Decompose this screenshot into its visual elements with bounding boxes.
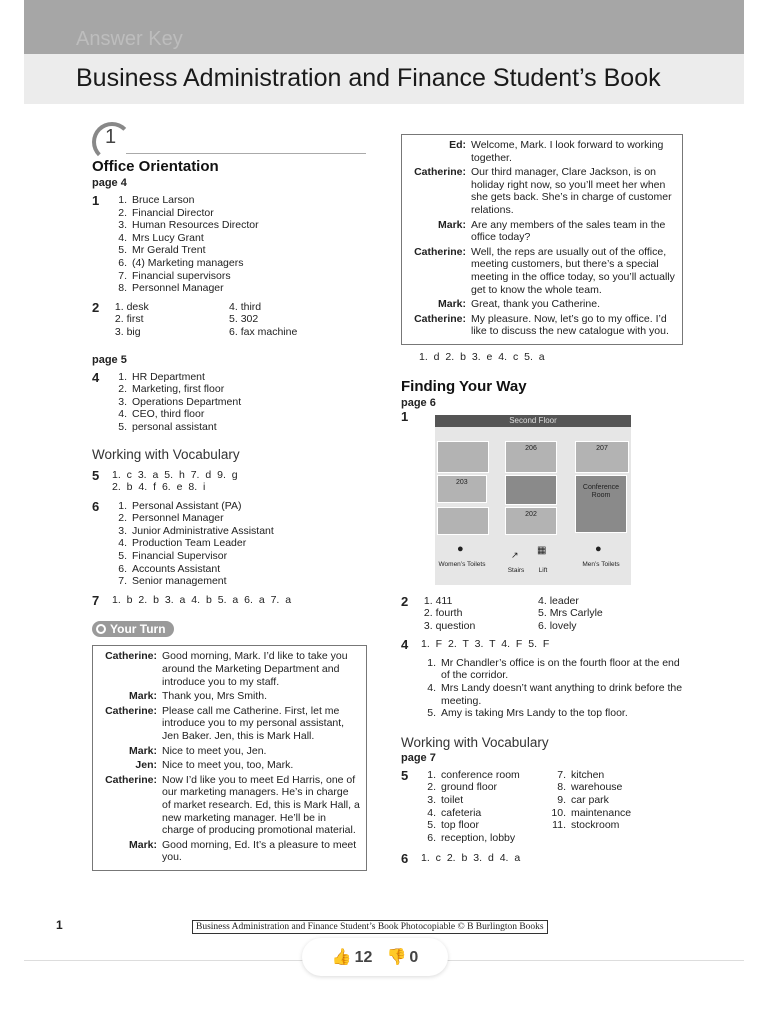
stairs-label: Stairs xyxy=(507,566,525,574)
conference-room: Conference Room xyxy=(575,475,627,533)
floor-plan-header: Second Floor xyxy=(435,415,631,427)
list-item: 7. Senior management xyxy=(118,575,227,588)
exercise-7: 7 1. b 2. b 3. a 4. b 5. a 6. a 7. a xyxy=(92,592,292,608)
footer-copyright: Business Administration and Finance Student’s Book Photocopiable © B Burlington Books xyxy=(192,920,548,934)
list-item: 7. Financial supervisors xyxy=(118,269,231,282)
room-block xyxy=(505,475,557,505)
mens-toilets-label: Men’s Toilets xyxy=(582,560,620,568)
unit-title: Office Orientation xyxy=(92,158,219,175)
exercise-1: 1 1. Bruce Larson 2. Financial Director 3. Human Resources Director 4. Mrs Lucy Grant 5. Mr Gerald Trent 6. (4) Marketing managers 7. Financial supervisors 8. Personnel Manager xyxy=(92,194,367,295)
list-item: 2. Financial Director xyxy=(118,206,214,219)
room-202: 202 xyxy=(505,507,557,535)
lift-icon: ▦ xyxy=(537,544,547,556)
list-item: 6. Accounts Assistant xyxy=(118,562,221,575)
list-item: 3. Junior Administrative Assistant xyxy=(118,524,274,537)
list-item: 5. Mr Gerald Trent xyxy=(118,244,206,257)
list-item: 6. reception, lobby xyxy=(427,831,516,844)
room-203: 203 xyxy=(437,475,487,503)
thumbs-up-icon: 👍 xyxy=(331,949,352,966)
list-item: 7. kitchen xyxy=(557,768,605,781)
room-block xyxy=(437,441,489,473)
womens-toilets-label: Women’s Toilets xyxy=(438,560,486,568)
dialog-line: Mark: Are any members of the sales team in the office today? xyxy=(437,218,666,244)
list-item: 4. Mrs Lucy Grant xyxy=(118,231,204,244)
dialog-box-left xyxy=(92,645,367,871)
list-item: 4. Mrs Landy doesn’t want anything to drink before the meeting. xyxy=(427,682,683,707)
document-title: Business Administration and Finance Student’s Book xyxy=(76,64,661,92)
exercise-4-right: 4 1. F 2. T 3. T 4. F 5. F 1. Mr Chandler’s office is on the fourth floor at the end of the corridor. 4. Mrs Landy doesn’t want anything to drink before the meeting. 5. Amy is taking Mrs Landy to the top floor. xyxy=(401,637,683,720)
downvote-count: 0 xyxy=(409,949,419,966)
dialog-line: Mark: Great, thank you Catherine. xyxy=(437,298,600,311)
section-title: Finding Your Way xyxy=(401,377,527,395)
list-item: 3. toilet xyxy=(427,794,464,807)
dialog-line: Catherine: Our third manager, Clare Jackson, is on holiday right now, so you’ll meet her when she gets back. She’s in charge of customer relations. xyxy=(414,166,672,216)
exercise-2: 2 1. desk 4. third 2. first 5. 302 3. big 6. fax machine xyxy=(92,299,298,338)
room-block xyxy=(437,507,489,535)
page-ref: page 6 xyxy=(401,396,436,409)
list-item: 4. Production Team Leader xyxy=(118,537,247,550)
list-item: 8. warehouse xyxy=(557,781,623,794)
exercise-5: 5 1. c 3. a 5. h 7. d 9. g 2. b 4. f 6. e 8. i xyxy=(92,467,238,494)
exercise-6-right: 6 1. c 2. b 3. d 4. a xyxy=(401,851,521,867)
dialog-line: Jen: Nice to meet you, too, Mark. xyxy=(135,759,294,772)
dialog-line: Catherine: My pleasure. Now, let’s go to my office. I’d like to discuss the new catalogue with you. xyxy=(414,312,669,338)
dialog-box-right xyxy=(401,134,683,345)
dialog-line: Mark: Nice to meet you, Jen. xyxy=(128,744,267,757)
list-item: 10. maintenance xyxy=(551,806,632,819)
dialog-answers: 1. d 2. b 3. e 4. c 5. a xyxy=(419,350,545,363)
list-item: 4. cafeteria xyxy=(427,806,482,819)
list-item: 1. conference room xyxy=(427,768,520,781)
vote-bar xyxy=(302,938,448,976)
left-column xyxy=(92,122,367,871)
list-item: 8. Personnel Manager xyxy=(118,282,224,295)
vocab-title: Working with Vocabulary xyxy=(92,446,240,462)
list-item: 4. CEO, third floor xyxy=(118,408,205,421)
list-item: 1. Mr Chandler’s office is on the fourth floor at the end of the corridor. xyxy=(427,656,680,682)
dialog-line: Catherine: Good morning, Mark. I’d like to take you around the Marketing Department and introduce you to my staff. xyxy=(105,650,348,688)
man-icon: ● xyxy=(595,542,602,555)
list-item: 2. ground floor xyxy=(427,781,498,794)
room-206: 206 xyxy=(505,441,557,473)
list-item: 1. Bruce Larson xyxy=(118,194,195,206)
footer-page-number: 1 xyxy=(56,918,63,932)
list-item: 3. Operations Department xyxy=(118,395,242,408)
exercise-5-right: 5 1. conference room 2. ground floor 3. toilet 4. cafeteria 5. top floor 6. reception, lobby 7. kitchen 8. warehouse 9. car park 10. maintenance 11. stockroom xyxy=(401,769,683,845)
unit-rule xyxy=(126,153,366,154)
woman-icon: ● xyxy=(457,542,464,555)
dialog-line: Catherine: Well, the reps are usually out of the office, meeting customers, but there’s a special meeting in the office today, so you’ll actually get to know the whole team. xyxy=(414,245,675,296)
dialog-line: Catherine: Now I’d like you to meet Ed Harris, one of our marketing managers. He’s in charge of market research. Ed, this is Mark Hall, a new marketing manager. He’ll be in charge of producing promotional material. xyxy=(105,773,360,837)
vocab-title: Working with Vocabulary xyxy=(401,734,549,750)
your-turn-badge: Your Turn xyxy=(92,621,174,638)
exercise-4: 4 1. HR Department 2. Marketing, first floor 3. Operations Department 4. CEO, third floor 5. personal assistant xyxy=(92,371,367,434)
list-item: 3. Human Resources Director xyxy=(118,219,259,232)
lift-label: Lift xyxy=(538,566,548,574)
page-ref: page 7 xyxy=(401,751,436,764)
speech-icon xyxy=(96,624,106,634)
dialog-line: Mark: Thank you, Mrs Smith. xyxy=(128,690,268,703)
thumbs-down-button[interactable] xyxy=(386,947,418,967)
thumbs-up-button[interactable] xyxy=(332,947,373,967)
list-item: 5. top floor xyxy=(427,819,479,832)
list-item: 11. stockroom xyxy=(552,819,620,832)
list-item: 5. personal assistant xyxy=(118,420,217,433)
dialog-line: Catherine: Please call me Catherine. First, let me introduce you to my personal assistant, Jen Baker. Jen, this is Mark Hall. xyxy=(105,704,345,742)
right-column xyxy=(401,134,683,865)
dialog-line: Ed: Welcome, Mark. I look forward to working together. xyxy=(449,139,664,164)
floor-plan xyxy=(435,415,631,585)
list-item: 9. car park xyxy=(557,794,609,807)
stairs-icon: ↗ xyxy=(511,549,519,560)
dialog-line: Mark: Good morning, Ed. It’s a pleasure to meet you. xyxy=(128,838,357,864)
thumbs-down-icon: 👎 xyxy=(386,949,407,966)
list-item: 1. HR Department xyxy=(118,370,205,383)
exercise-2-right: 2 1. 411 4. leader 2. fourth 5. Mrs Carlyle 3. question 6. lovely xyxy=(401,593,603,632)
list-item: 2. Personnel Manager xyxy=(118,512,224,525)
exercise-6: 6 1. Personal Assistant (PA) 2. Personnel Manager 3. Junior Administrative Assistant 4. Production Team Leader 5. Financial Supervisor 6. Accounts Assistant 7. Senior management xyxy=(92,500,367,588)
list-item: 5. Financial Supervisor xyxy=(118,550,228,563)
exercise-1-num: 1 xyxy=(401,408,409,424)
page-ref: page 4 xyxy=(92,177,127,189)
list-item: 2. Marketing, first floor xyxy=(118,383,225,396)
unit-number: 1 xyxy=(105,126,117,148)
list-item: 5. Amy is taking Mrs Landy to the top floor. xyxy=(427,707,628,720)
unit-badge xyxy=(92,122,367,158)
room-207: 207 xyxy=(575,441,629,473)
upvote-count: 12 xyxy=(354,949,373,966)
page-ref: page 5 xyxy=(92,353,127,366)
answer-key-label: Answer Key xyxy=(76,28,183,50)
list-item: 1. Personal Assistant (PA) xyxy=(118,499,242,512)
list-item: 6. (4) Marketing managers xyxy=(118,256,244,269)
